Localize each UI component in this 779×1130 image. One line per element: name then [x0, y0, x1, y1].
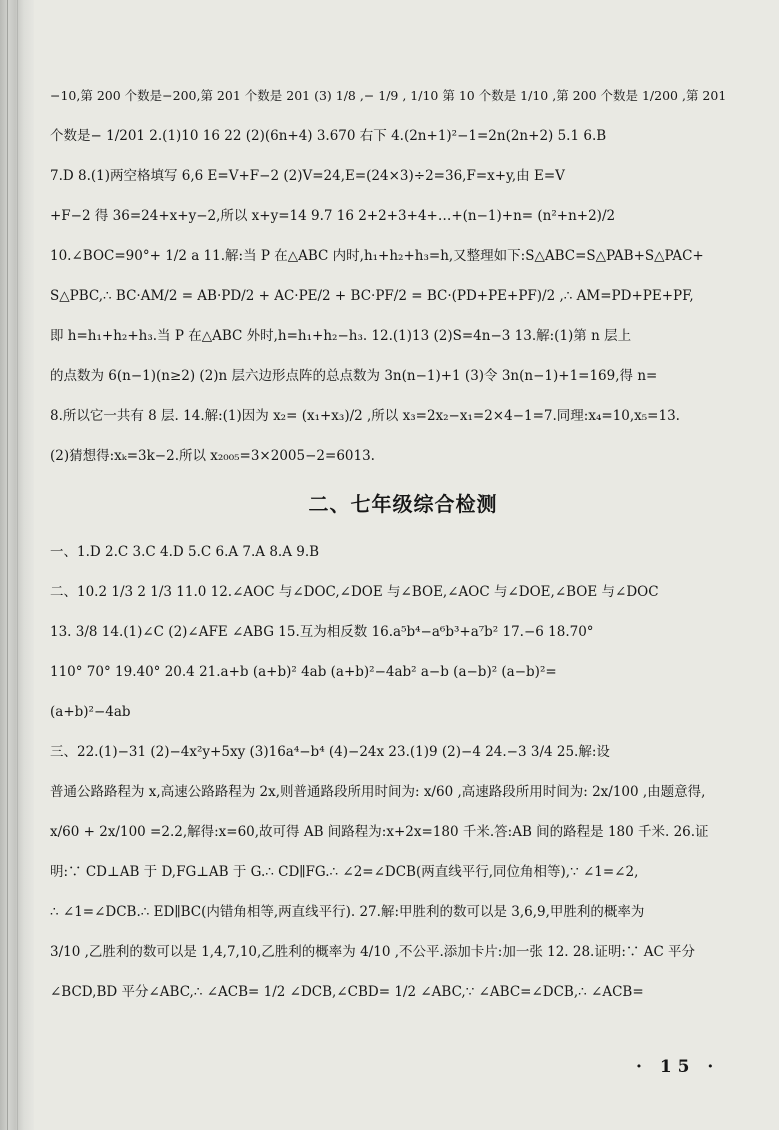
- text-line: 10.∠BOC=90°+ 1/2 a 11.解:当 P 在△ABC 内时,h₁+h₂+h₃=h,又整理如下:S△ABC=S△PAB+S△PAC+: [50, 248, 704, 264]
- section-title: 二、七年级综合检测: [308, 492, 498, 516]
- text-line: 一、1.D 2.C 3.C 4.D 5.C 6.A 7.A 8.A 9.B: [50, 544, 320, 560]
- text-line: 个数是− 1/201 2.(1)10 16 22 (2)(6n+4) 3.670 右下 4.(2n+1)²−1=2n(2n+2) 5.1 6.B: [50, 128, 607, 144]
- text-line: 7.D 8.(1)两空格填写 6,6 E=V+F−2 (2)V=24,E=(24×3)÷2=36,F=x+y,由 E=V: [50, 168, 565, 184]
- text-line: +F−2 得 36=24+x+y−2,所以 x+y=14 9.7 16 2+2+3+4+…+(n−1)+n= (n²+n+2)/2: [50, 208, 616, 224]
- book-spine-shadow: [0, 0, 34, 1130]
- page-number: · 15 ·: [636, 1057, 720, 1077]
- text-line: 3/10 ,乙胜利的数可以是 1,4,7,10,乙胜利的概率为 4/10 ,不公平.添加卡片:加一张 12. 28.证明:∵ AC 平分: [50, 944, 696, 960]
- text-line: 普通公路路程为 x,高速公路路程为 2x,则普通路段所用时间为: x/60 ,高速路段所用时间为: 2x/100 ,由题意得,: [50, 784, 706, 800]
- text-line: 明:∵ CD⊥AB 于 D,FG⊥AB 于 G.∴ CD∥FG.∴ ∠2=∠DCB(两直线平行,同位角相等),∵ ∠1=∠2,: [50, 864, 639, 880]
- text-line: 的点数为 6(n−1)(n≥2) (2)n 层六边形点阵的总点数为 3n(n−1)+1 (3)令 3n(n−1)+1=169,得 n=: [50, 368, 658, 384]
- text-line: 二、10.2 1/3 2 1/3 11.0 12.∠AOC 与∠DOC,∠DOE 与∠BOE,∠AOC 与∠DOE,∠BOE 与∠DOC: [50, 584, 659, 600]
- text-line: (2)猜想得:xₖ=3k−2.所以 x₂₀₀₅=3×2005−2=6013.: [50, 448, 375, 464]
- text-line: 110° 70° 19.40° 20.4 21.a+b (a+b)² 4ab (a+b)²−4ab² a−b (a−b)² (a−b)²=: [50, 664, 557, 680]
- text-line: (a+b)²−4ab: [50, 704, 131, 720]
- answer-page: [50, 76, 726, 1012]
- text-line: 即 h=h₁+h₂+h₃.当 P 在△ABC 外时,h=h₁+h₂−h₃. 12.(1)13 (2)S=4n−3 13.解:(1)第 n 层上: [50, 328, 632, 344]
- text-line: 8.所以它一共有 8 层. 14.解:(1)因为 x₂= (x₁+x₃)/2 ,所以 x₃=2x₂−x₁=2×4−1=7.同理:x₄=10,x₅=13.: [50, 408, 680, 424]
- text-line: S△PBC,∴ BC·AM/2 = AB·PD/2 + AC·PE/2 + BC·PF/2 = BC·(PD+PE+PF)/2 ,∴ AM=PD+PE+PF,: [50, 288, 694, 304]
- text-line: −10,第 200 个数是−200,第 201 个数是 201 (3) 1/8 ,− 1/9 , 1/10 第 10 个数是 1/10 ,第 200 个数是 1/200 ,第 201: [50, 88, 727, 103]
- text-line: 13. 3/8 14.(1)∠C (2)∠AFE ∠ABG 15.互为相反数 16.a⁵b⁴−a⁶b³+a⁷b² 17.−6 18.70°: [50, 624, 594, 640]
- text-line: 三、22.(1)−31 (2)−4x²y+5xy (3)16a⁴−b⁴ (4)−24x 23.(1)9 (2)−4 24.−3 3/4 25.解:设: [50, 744, 610, 760]
- text-line: ∴ ∠1=∠DCB.∴ ED∥BC(内错角相等,两直线平行). 27.解:甲胜利的数可以是 3,6,9,甲胜利的概率为: [50, 904, 645, 920]
- text-line: ∠BCD,BD 平分∠ABC,∴ ∠ACB= 1/2 ∠DCB,∠CBD= 1/2 ∠ABC,∵ ∠ABC=∠DCB,∴ ∠ACB=: [50, 984, 644, 1000]
- text-line: x/60 + 2x/100 =2.2,解得:x=60,故可得 AB 间路程为:x+2x=180 千米.答:AB 间的路程是 180 千米. 26.证: [50, 824, 709, 840]
